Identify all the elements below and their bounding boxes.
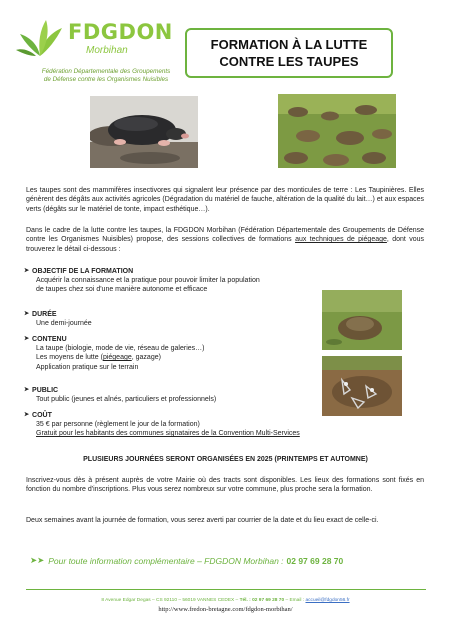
intro-p2-end: , dont vous trouverez le détail ci-dessous : [26,236,424,253]
logo-caption [18,68,194,84]
arrow-bullet-icon: ➤ [24,387,30,393]
section-heading: DURÉE [32,311,57,318]
section-contenu [24,335,324,372]
title-line1: FORMATION À LA LUTTE [210,37,368,52]
section-heading: PUBLIC [32,387,59,394]
intro-paragraph-2 [26,226,424,254]
traps-photo [322,356,402,416]
footer-tel: Tél. : 02 97 69 28 70 [239,598,285,603]
section-public [24,386,324,404]
section-heading: OBJECTIF DE LA FORMATION [32,268,134,275]
arrow-bullet-icon: ➤ [24,268,30,274]
section-line: Une demi-journée [36,320,92,328]
section-duree [24,310,324,328]
contenu-line2-start: Les moyens de lutte ( [36,354,103,362]
title-box [185,28,393,78]
notice-paragraph: Deux semaines avant la journée de formation, vous serez averti par courrier de la date et du lieu exact de celle-ci. [26,517,379,524]
section-line: Tout public (jeunes et aînés, particuliers et professionnels) [36,396,217,404]
footer-address-line [0,598,451,603]
molehill-closeup-photo [322,290,402,350]
logo-caption-line2: de Défense contre les Organismes Nuisibles [43,76,169,83]
section-cout [24,411,324,439]
page-title [199,36,379,70]
section-line: La taupe (biologie, mode de vie, réseau de galeries…) [36,345,205,353]
registration-paragraph: Inscrivez-vous dès à présent auprès de votre Mairie où des tracts sont disponibles. Les lieux des formations sont fixés en fonction du nombre d'inscriptions. Plus vous serez nombreux sur votre commune, plus proche sera la formation. [26,477,424,494]
section-line: de taupes chez soi d'une manière autonome et efficace [36,286,208,294]
section-line: 35 € par personne (règlement le jour de la formation) [36,421,200,429]
double-arrow-icon: ➤➤ [30,555,45,565]
footer-email-label: – Email : [285,598,305,603]
piegeage-text: piégeage [102,354,132,362]
section-line: Gratuit pour les habitants des communes signataires de la Convention Multi-Services [36,430,300,438]
trapping-techniques-text: aux techniques de piégeage [295,236,387,244]
footer-address: 8 Avenue Edgar Degas – CS 92110 – 56019 VANNES CEDEX – [101,598,239,603]
arrow-bullet-icon: ➤ [24,311,30,317]
footer-divider [26,589,426,590]
logo-caption-line1: Fédération Départementale des Groupements [41,68,171,75]
logo-name: FDGDON [68,20,173,44]
molehills-photo [278,94,396,168]
footer-website-link[interactable]: http://www.fredon-bretagne.com/fdgdon-morbihan/ [158,606,293,613]
footer-email-link[interactable]: accueil@fdgdon56.fr [305,598,350,603]
title-line2: CONTRE LES TAUPES [219,54,359,69]
contact-phone: 02 97 69 28 70 [286,555,344,566]
intro-paragraph-1: Les taupes sont des mammifères insectivores qui signalent leur présence par des monticules de terre : Les Taupinières. Elles génèrent des dégâts aux activités agricoles (Dégradation du matériel de fauche, altération de la qualité du lait…) et aux espaces verts (dégâts sur le matériel de tonte, impact esthétique…). [26,187,424,213]
section-line [36,353,324,362]
section-objectif [24,267,324,295]
sessions-banner: PLUSIEURS JOURNÉES SERONT ORGANISÉES EN 2025 (PRINTEMPS ET AUTOMNE) [83,456,368,463]
contenu-line2-end: , gazage) [131,354,161,362]
contact-line [30,555,343,566]
section-heading: CONTENU [32,336,67,343]
section-line: Acquérir la connaissance et la pratique pour pouvoir limiter la population [36,277,260,285]
leaf-logo-icon [14,18,66,58]
logo-subtitle: Morbihan [86,45,128,56]
contact-text: Pour toute information complémentaire – FDGDON Morbihan : [48,555,284,566]
section-line: Application pratique sur le terrain [36,363,139,371]
section-heading: COÛT [32,412,52,419]
arrow-bullet-icon: ➤ [24,336,30,342]
mole-photo [90,96,198,168]
arrow-bullet-icon: ➤ [24,412,30,418]
fdgdon-logo [14,16,194,98]
intro-p2-start: Dans le cadre de la lutte contre les taupes, la FDGDON Morbihan (Fédération Départementale des Groupements de Défense contre les Organismes Nuisibles) propose, des sessions collectives de formations [26,227,424,244]
